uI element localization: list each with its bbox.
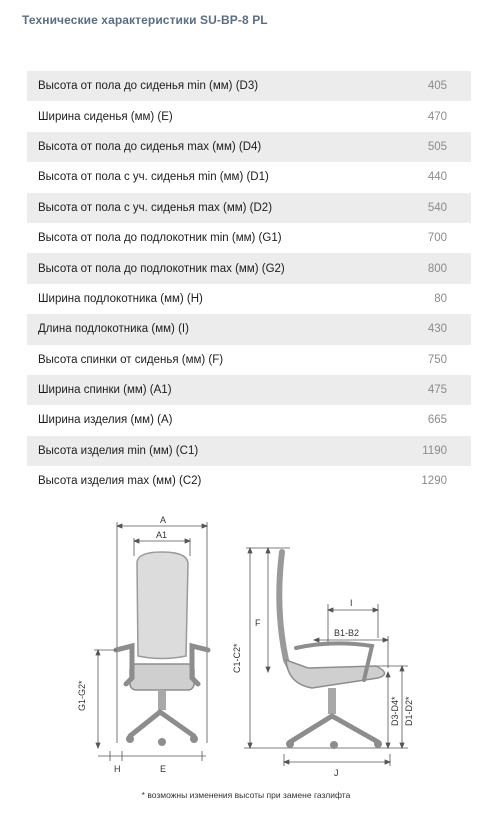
side-backrest bbox=[279, 552, 294, 676]
spec-row bbox=[27, 436, 471, 466]
label-A1: A1 bbox=[156, 530, 168, 540]
spec-value: 1290 bbox=[421, 475, 447, 488]
spec-row bbox=[27, 71, 471, 101]
spec-label: Ширина спинки (мм) (A1) bbox=[38, 384, 172, 397]
spec-label: Высота от пола до подлокотник max (мм) (G2) bbox=[38, 262, 285, 275]
label-E: E bbox=[160, 764, 167, 774]
front-base bbox=[130, 712, 194, 736]
spec-label: Высота от пола с уч. сиденья min (мм) (D1) bbox=[38, 171, 269, 184]
side-gaslift bbox=[328, 688, 336, 714]
spec-row bbox=[27, 345, 471, 375]
label-B: B1-B2 bbox=[334, 628, 360, 638]
spec-row bbox=[27, 405, 471, 435]
side-view bbox=[244, 548, 408, 766]
spec-row bbox=[27, 193, 471, 223]
side-base bbox=[290, 716, 378, 742]
spec-label: Высота изделия max (мм) (C2) bbox=[38, 475, 202, 488]
label-D34: D3-D4* bbox=[390, 696, 400, 726]
spec-value: 470 bbox=[427, 110, 447, 123]
spec-label: Ширина подлокотника (мм) (H) bbox=[38, 292, 203, 305]
label-F: F bbox=[255, 618, 261, 628]
label-G: G1-G2* bbox=[77, 680, 87, 711]
front-backrest bbox=[137, 552, 188, 659]
spec-row bbox=[27, 162, 471, 192]
spec-value: 540 bbox=[427, 201, 447, 214]
front-gaslift bbox=[158, 690, 166, 710]
spec-label: Высота спинки от сиденья (мм) (F) bbox=[38, 353, 224, 366]
label-C: C1-C2* bbox=[232, 643, 242, 673]
spec-row bbox=[27, 101, 471, 131]
spec-label: Высота от пола до сиденья min (мм) (D3) bbox=[38, 80, 259, 93]
label-D12: D1-D2* bbox=[404, 696, 414, 726]
spec-row bbox=[27, 253, 471, 283]
spec-value: 700 bbox=[427, 232, 447, 245]
spec-value: 750 bbox=[427, 353, 447, 366]
spec-value: 505 bbox=[427, 140, 447, 153]
spec-row bbox=[27, 466, 471, 496]
spec-label: Высота изделия min (мм) (C1) bbox=[38, 444, 199, 457]
front-right-armrest bbox=[192, 646, 208, 684]
spec-value: 430 bbox=[427, 323, 447, 336]
spec-value: 665 bbox=[427, 414, 447, 427]
page-title: Технические характеристики SU-BP-8 PL bbox=[22, 13, 268, 27]
spec-value: 1190 bbox=[422, 444, 447, 457]
spec-value: 800 bbox=[427, 262, 447, 275]
spec-row bbox=[27, 132, 471, 162]
spec-value: 405 bbox=[427, 80, 447, 93]
spec-label: Высота от пола до сиденья max (мм) (D4) bbox=[38, 140, 262, 153]
spec-value: 440 bbox=[427, 171, 447, 184]
spec-label: Высота от пола с уч. сиденья max (мм) (D2) bbox=[38, 201, 273, 214]
specs-table bbox=[27, 71, 471, 496]
front-seat bbox=[130, 664, 194, 690]
spec-label: Ширина изделия (мм) (A) bbox=[38, 414, 173, 427]
front-left-armrest bbox=[116, 646, 132, 684]
label-H: H bbox=[114, 764, 121, 774]
label-A: A bbox=[160, 515, 167, 525]
footnote: * возможны изменения высоты при замене газлифта bbox=[141, 790, 351, 800]
spec-row bbox=[27, 223, 471, 253]
spec-label: Высота от пола до подлокотник min (мм) (G1) bbox=[38, 232, 282, 245]
spec-row bbox=[27, 375, 471, 405]
spec-label: Ширина сиденья (мм) (E) bbox=[38, 110, 173, 123]
spec-value: 475 bbox=[427, 384, 447, 397]
label-I: I bbox=[350, 598, 353, 608]
chair-dimensions-diagram bbox=[72, 508, 432, 793]
spec-value: 80 bbox=[434, 292, 447, 305]
label-J: J bbox=[334, 768, 339, 778]
spec-label: Длина подлокотника (мм) (I) bbox=[38, 323, 189, 336]
spec-row bbox=[27, 314, 471, 344]
spec-row bbox=[27, 284, 471, 314]
